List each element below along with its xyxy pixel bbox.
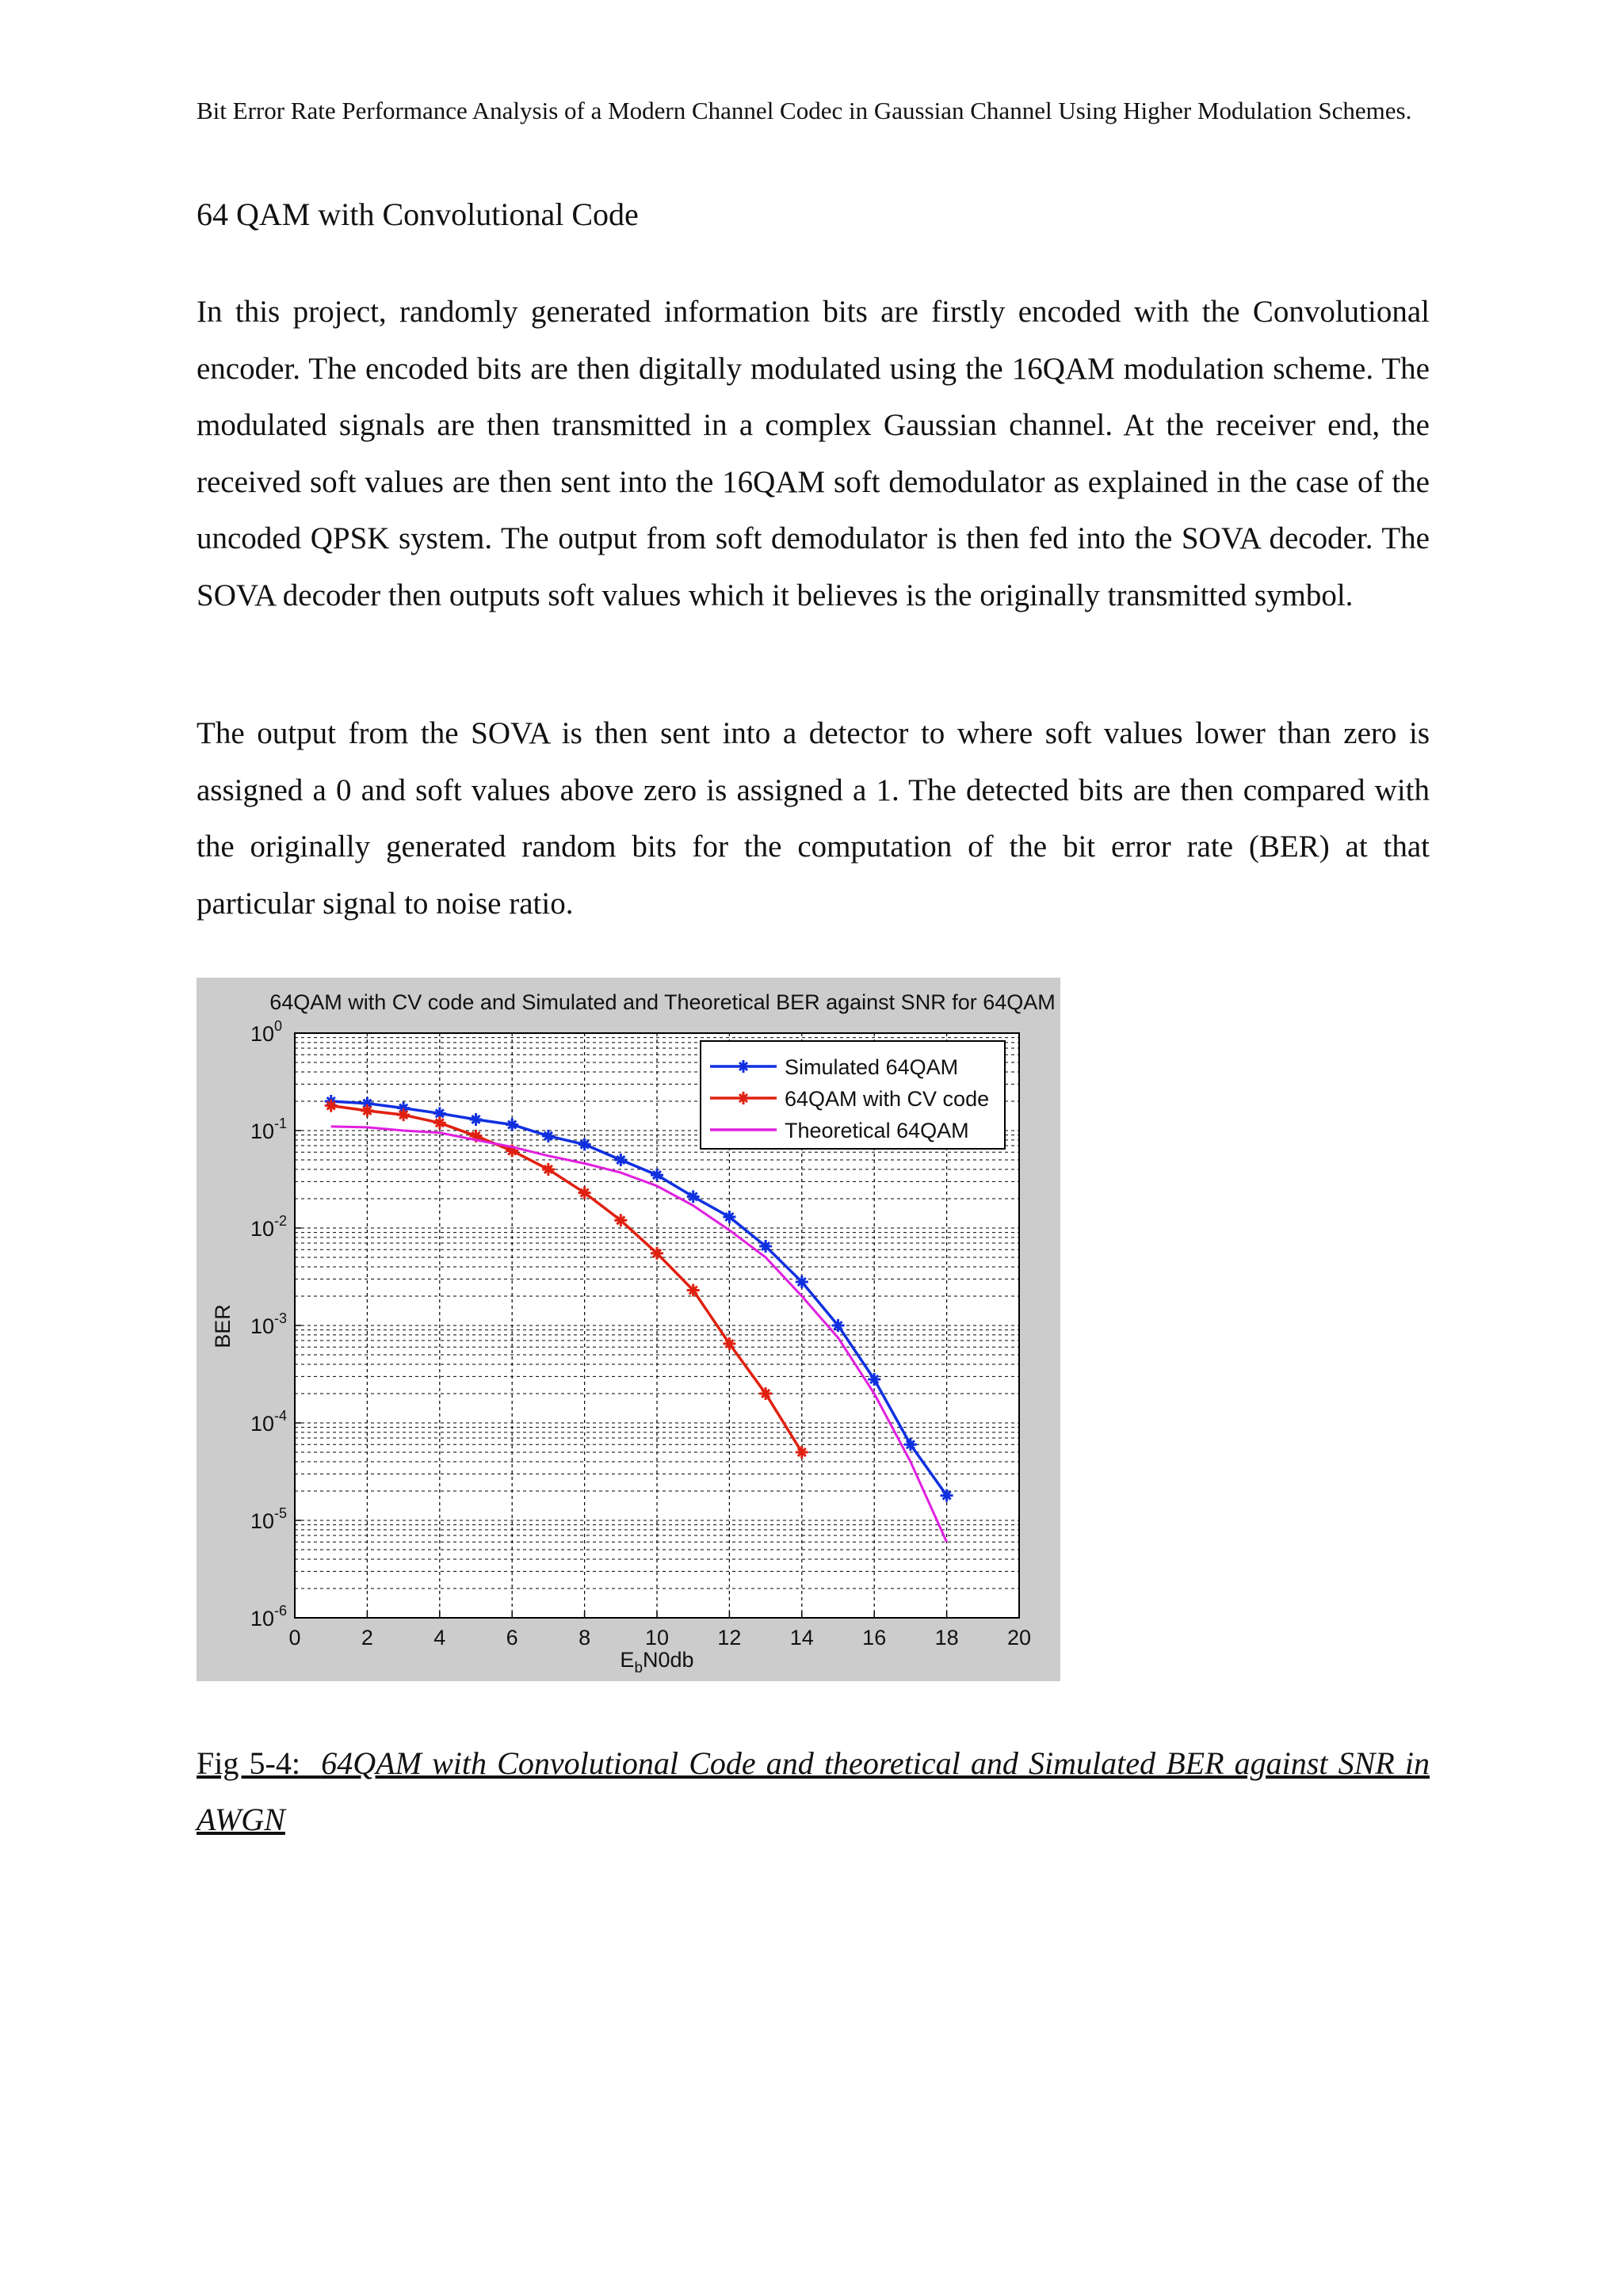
ber-chart xyxy=(197,978,1060,1681)
caption-label: Fig 5-4: xyxy=(197,1745,300,1781)
running-header: Bit Error Rate Performance Analysis of a Modern Channel Codec in Gaussian Channel Using Higher Modulation Schemes. xyxy=(197,97,1412,124)
x-tick-label: 12 xyxy=(717,1626,742,1650)
x-tick-label: 10 xyxy=(644,1626,670,1650)
chart-title: 64QAM with CV code and Simulated and Theoretical BER against SNR for 64QAM xyxy=(269,990,1056,1014)
caption-text: 64QAM with Convolutional Code and theoretical and Simulated BER against SNR in AWGN xyxy=(197,1745,1430,1837)
x-tick-label: 2 xyxy=(361,1626,373,1650)
x-tick-label: 14 xyxy=(789,1626,814,1650)
y-tick-label: $10^{-4}$ xyxy=(250,1408,288,1436)
y-axis-label: BER xyxy=(211,1304,235,1348)
y-tick-label: $10^{-2}$ xyxy=(250,1213,288,1241)
x-tick-label: 20 xyxy=(1006,1626,1032,1650)
x-tick-label: 6 xyxy=(506,1626,518,1650)
legend xyxy=(701,1041,1005,1149)
y-tick-label: $10^{-3}$ xyxy=(250,1310,288,1338)
body-paragraph-2: The output from the SOVA is then sent into a detector to where soft values lower than zero is assigned a 0 and soft values above zero is assigned a 1. The detected bits are then compared with the originally generated random bits for the computation of the bit error rate (BER) at that particular signal to noise ratio. xyxy=(197,716,1430,921)
legend-label-2: 64QAM with CV code xyxy=(785,1087,990,1111)
x-tick-label: 0 xyxy=(288,1626,301,1650)
figure-ber-chart xyxy=(197,978,1060,1681)
legend-label-3: Theoretical 64QAM xyxy=(785,1119,969,1142)
section-title: 64 QAM with Convolutional Code xyxy=(197,196,639,232)
x-tick-label: 8 xyxy=(579,1626,591,1650)
y-tick-label: $10^0$ xyxy=(250,1018,283,1046)
x-axis-label: $E_bN0db$ xyxy=(620,1648,694,1676)
y-tick-label: $10^{-5}$ xyxy=(250,1505,288,1533)
figure-caption xyxy=(197,1735,1430,1848)
y-tick-label: $10^{-6}$ xyxy=(250,1603,288,1630)
x-tick-label: 18 xyxy=(934,1626,959,1650)
body-paragraph-1: In this project, randomly generated information bits are firstly encoded with the Convolutional encoder. The encoded bits are then digitally modulated using the 16QAM modulation scheme. The modulated signals are then transmitted in a complex Gaussian channel. At the receiver end, the received soft values are then sent into the 16QAM soft demodulator as explained in the case of the uncoded QPSK system. The output from soft demodulator is then fed into the SOVA decoder. The SOVA decoder then outputs soft values which it believes is the originally transmitted symbol. xyxy=(197,295,1430,612)
y-tick-label: $10^{-1}$ xyxy=(250,1116,288,1143)
legend-label-1: Simulated 64QAM xyxy=(785,1055,959,1079)
x-tick-label: 4 xyxy=(433,1626,446,1650)
x-tick-label: 16 xyxy=(862,1626,887,1650)
